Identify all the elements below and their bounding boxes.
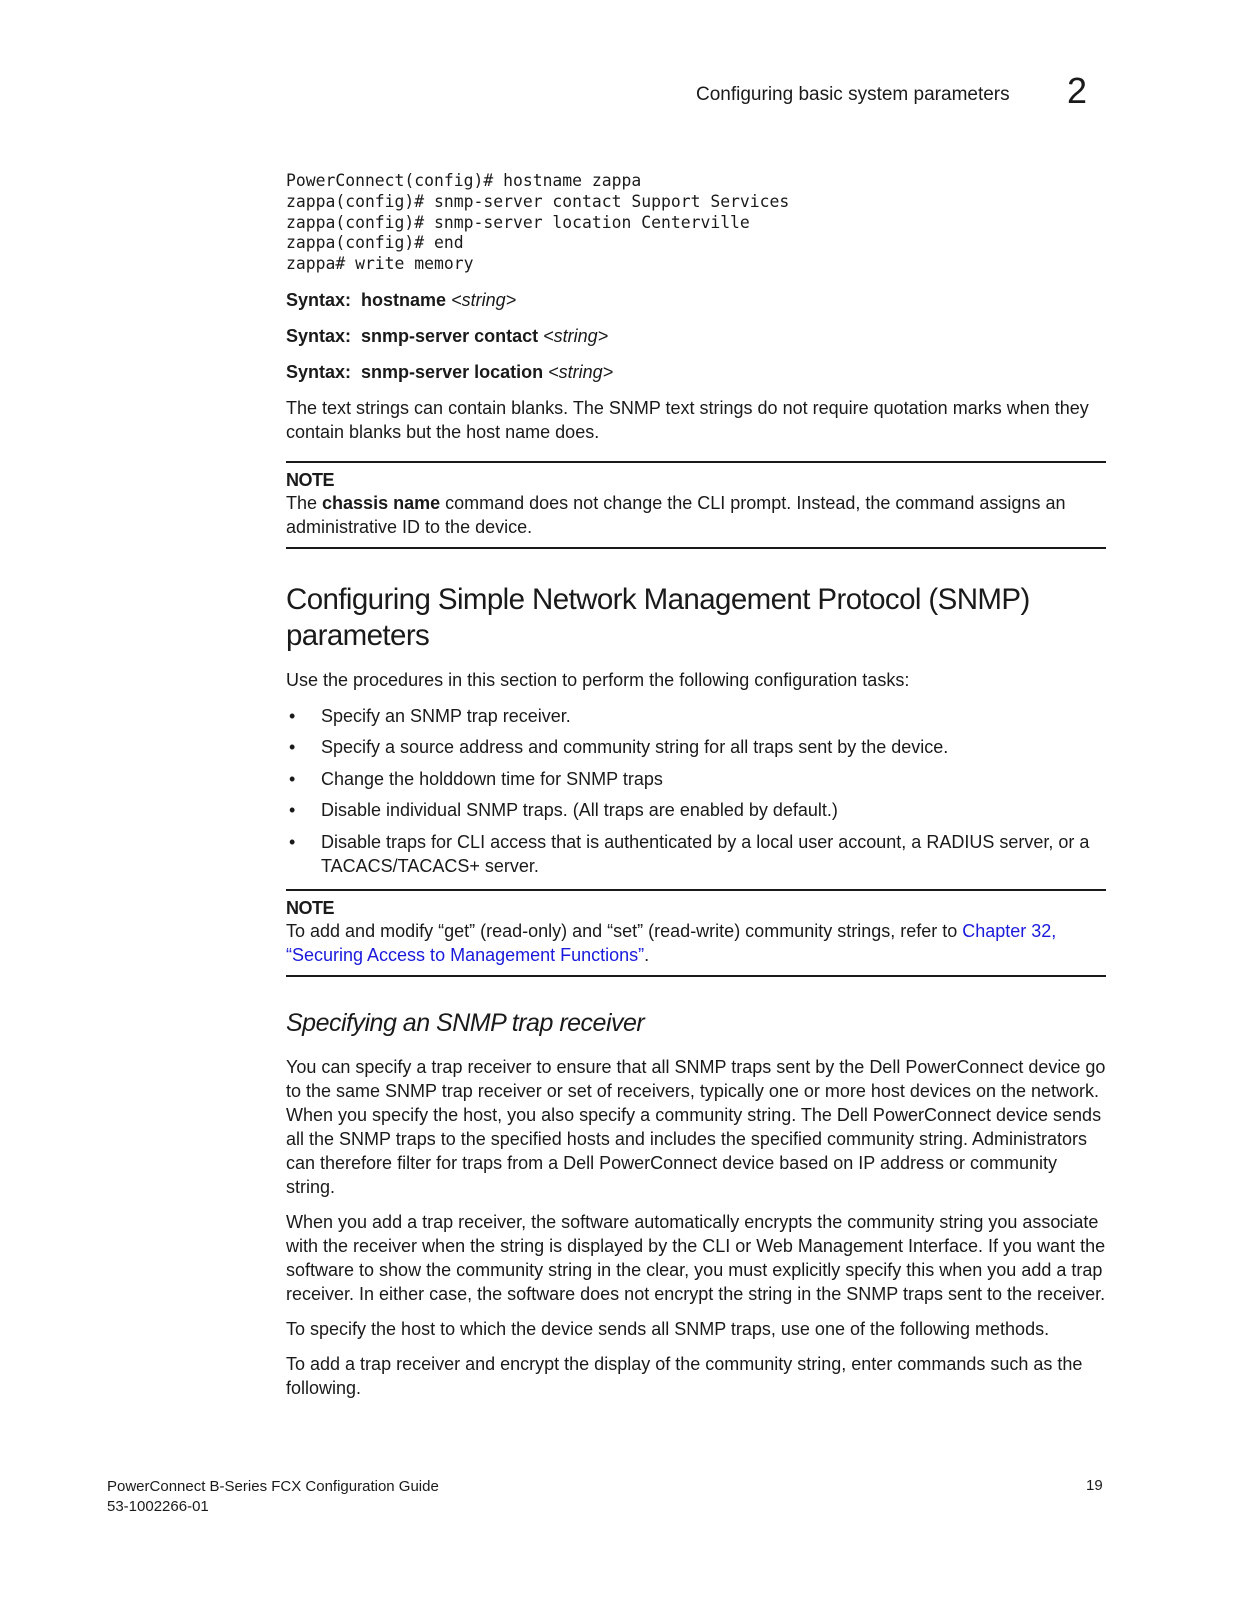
section-heading: Configuring Simple Network Management Protocol (SNMP) parameters <box>286 582 1030 652</box>
syntax-param: <string> <box>451 289 517 310</box>
cli-code-block: PowerConnect(config)# hostname zappa zappa(config)# snmp-server contact Support Services zappa(config)# snmp-server location Centerville zappa(config)# end zappa# write memory <box>286 171 790 274</box>
note-label: NOTE <box>286 469 335 490</box>
chapter-number: 2 <box>1067 70 1088 111</box>
chapter-link[interactable]: Chapter 32, “Securing Access to Management Functions” <box>286 920 1057 965</box>
syntax-command: snmp-server location <box>361 361 544 382</box>
syntax-line-location <box>286 361 1106 383</box>
page-content <box>286 171 1106 1400</box>
syntax-command: snmp-server contact <box>361 325 539 346</box>
note-text: To add and modify “get” (read-only) and “set” (read-write) community strings, refer to Chapter 32, “Securing Access to Management Functions”. <box>286 920 1057 965</box>
running-header-title: Configuring basic system parameters <box>696 84 1010 105</box>
body-paragraph: To specify the host to which the device sends all SNMP traps, use one of the following methods. <box>286 1318 1050 1339</box>
footer-left <box>107 1477 439 1517</box>
syntax-line-contact <box>286 325 1106 347</box>
paragraph-text-strings: The text strings can contain blanks. The SNMP text strings do not require quotation marks when they contain blanks but the host name does. <box>286 397 1089 442</box>
list-item: • Specify a source address and community string for all traps sent by the device. <box>289 737 949 758</box>
bullet-icon: • <box>289 831 296 852</box>
note-label: NOTE <box>286 897 335 918</box>
note-box-chassis <box>286 461 1106 549</box>
syntax-command: hostname <box>361 289 447 310</box>
syntax-label: Syntax: <box>286 361 352 382</box>
subsection-heading: Specifying an SNMP trap receiver <box>286 1008 645 1037</box>
command-name: chassis name <box>322 492 441 513</box>
list-item: • Disable individual SNMP traps. (All traps are enabled by default.) <box>289 800 838 821</box>
note-text: The chassis name command does not change the CLI prompt. Instead, the command assigns an administrative ID to the device. <box>286 492 1066 537</box>
syntax-param: <string> <box>543 325 609 346</box>
intro-paragraph: Use the procedures in this section to perform the following configuration tasks: <box>286 669 910 690</box>
list-item: • Change the holddown time for SNMP traps <box>289 768 663 789</box>
body-paragraph: To add a trap receiver and encrypt the display of the community string, enter commands such as the following. <box>286 1353 1083 1398</box>
syntax-label: Syntax: <box>286 325 352 346</box>
bullet-icon: • <box>289 800 296 821</box>
body-paragraph: You can specify a trap receiver to ensure that all SNMP traps sent by the Dell PowerConnect device go to the same SNMP trap receiver or set of receivers, typically one or more host devices on the network. When you specify the host, you also specify a community string. The Dell PowerConnect device sends all the SNMP traps to the specified hosts and includes the specified community string. Administrators can therefore filter for traps from a Dell PowerConnect device based on IP address or community string. <box>286 1056 1106 1197</box>
doc-number: 53-1002266-01 <box>107 1498 209 1515</box>
task-list <box>286 704 1106 878</box>
syntax-label: Syntax: <box>286 289 352 310</box>
note-box-community <box>286 889 1106 977</box>
body-paragraph: When you add a trap receiver, the software automatically encrypts the community string you associate with the receiver when the string is displayed by the CLI or Web Management Interface. If you want the software to show the community string in the clear, you must explicitly specify this when you add a trap receiver. In either case, the software does not encrypt the string in the SNMP traps sent to the receiver. <box>286 1211 1106 1304</box>
list-item: • Specify an SNMP trap receiver. <box>289 705 571 726</box>
syntax-line-hostname <box>286 289 1106 311</box>
syntax-param: <string> <box>548 361 614 382</box>
bullet-icon: • <box>289 705 296 726</box>
list-item: • Disable traps for CLI access that is authenticated by a local user account, a RADIUS server, or a TACACS/TACACS+ server. <box>289 831 1090 876</box>
page-number: 19 <box>1086 1477 1103 1494</box>
bullet-icon: • <box>289 737 296 758</box>
guide-title: PowerConnect B-Series FCX Configuration Guide <box>107 1478 439 1495</box>
bullet-icon: • <box>289 768 296 789</box>
